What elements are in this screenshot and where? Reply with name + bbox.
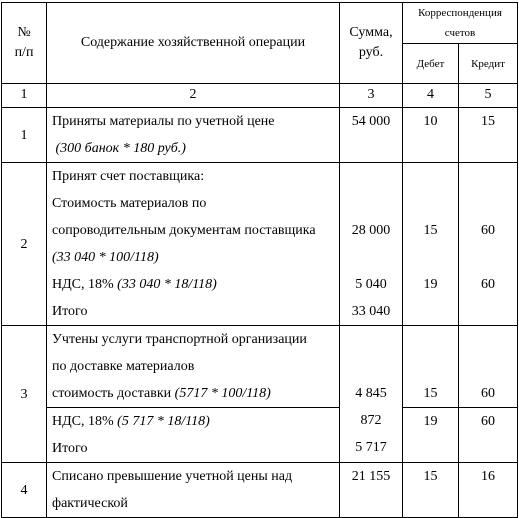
sum-value: 21 155 (351, 469, 391, 484)
row-description (47, 463, 340, 518)
desc-line (52, 380, 339, 407)
desc-formula: (33 040 * 100/118) (52, 250, 159, 265)
desc-formula: (33 040 * 18/118) (117, 277, 217, 292)
credit-value: 60 (481, 223, 495, 238)
debit-value: 15 (423, 469, 438, 484)
row-debit (403, 326, 459, 408)
credit-value: 60 (481, 414, 495, 429)
table-row (2, 326, 518, 408)
row-credit (459, 163, 518, 326)
header-correspondence (403, 3, 518, 44)
debit-value: 19 (423, 277, 438, 292)
header-no (2, 3, 47, 84)
sum-value: 28 000 (351, 223, 391, 238)
colnum: 5 (459, 84, 518, 108)
sum-value: 872 (360, 413, 382, 428)
desc-text: стоимость доставки (52, 386, 175, 401)
row-sum (340, 108, 403, 163)
row-debit (403, 463, 459, 518)
desc-line: Итого (52, 304, 88, 319)
row-number: 3 (2, 326, 47, 463)
row-number: 2 (2, 163, 47, 326)
header-sum-line1: Сумма, (349, 25, 393, 40)
desc-formula: (5717 * 100/118) (174, 386, 271, 401)
table-row (2, 163, 518, 326)
header-corr-line2: счетов (444, 27, 476, 39)
colnum: 3 (340, 84, 403, 108)
row-description (47, 408, 340, 463)
row-description (47, 108, 340, 163)
credit-value: 60 (481, 386, 495, 401)
desc-text: НДС, 18% (52, 414, 118, 429)
row-number: 1 (2, 108, 47, 163)
header-no-line1: № (17, 25, 31, 40)
desc-formula: (5 717 * 18/118) (117, 414, 210, 429)
desc-line: Итого (52, 441, 88, 456)
desc-line: сопроводительным документам поставщика (52, 223, 316, 238)
row-sum (340, 463, 403, 518)
desc-line: Списано превышение учетной цены над (52, 469, 293, 484)
colnum: 4 (403, 84, 459, 108)
row-description (47, 326, 340, 408)
desc-line (52, 271, 339, 298)
header-sum-line2: руб. (358, 45, 384, 60)
desc-line (52, 408, 339, 435)
desc-line: Стоимость материалов по (52, 196, 207, 211)
row-debit (403, 163, 459, 326)
row-sum (340, 163, 403, 326)
credit-value: 16 (481, 469, 495, 484)
table-row (2, 408, 518, 463)
sum-value: 33 040 (351, 304, 391, 319)
header-no-line2: п/п (14, 45, 34, 60)
credit-value: 60 (481, 277, 495, 292)
row-credit (459, 326, 518, 408)
row-credit (459, 463, 518, 518)
column-numbers-row (2, 84, 518, 108)
desc-text: Приняты материалы по учетной цене (52, 114, 275, 129)
row-debit (403, 108, 459, 163)
debit-value: 19 (423, 414, 438, 429)
sum-value: 4 845 (355, 386, 387, 401)
header-content: Содержание хозяйственной операции (47, 3, 340, 84)
desc-line: Учтены услуги транспортной организации (52, 332, 307, 347)
desc-formula: (300 банок * 180 руб.) (55, 141, 186, 156)
debit-value: 10 (423, 114, 438, 129)
row-credit (459, 408, 518, 463)
desc-line: фактической (52, 496, 128, 511)
header-debit: Дебет (403, 44, 459, 84)
row-description (47, 163, 340, 326)
table-row (2, 108, 518, 163)
row-sum (340, 326, 403, 463)
header-credit: Кредит (459, 44, 518, 84)
sum-value: 54 000 (351, 114, 391, 129)
header-sum (340, 3, 403, 84)
credit-value: 15 (481, 114, 495, 129)
colnum: 1 (2, 84, 47, 108)
row-number: 4 (2, 463, 47, 518)
desc-line: Принят счет поставщика: (52, 169, 205, 184)
table-row (2, 463, 518, 518)
colnum: 2 (47, 84, 340, 108)
row-debit (403, 408, 459, 463)
debit-value: 15 (423, 386, 438, 401)
desc-text: НДС, 18% (52, 277, 118, 292)
desc-line: по доставке материалов (52, 359, 195, 374)
desc-line (52, 135, 339, 162)
debit-value: 15 (423, 223, 438, 238)
desc-line (52, 244, 339, 271)
sum-value: 5 040 (355, 277, 387, 292)
header-corr-line1: Корреспонденция (418, 7, 502, 19)
accounting-table (1, 2, 518, 518)
row-credit (459, 108, 518, 163)
desc-line (52, 108, 339, 135)
sum-value: 5 717 (355, 440, 387, 455)
